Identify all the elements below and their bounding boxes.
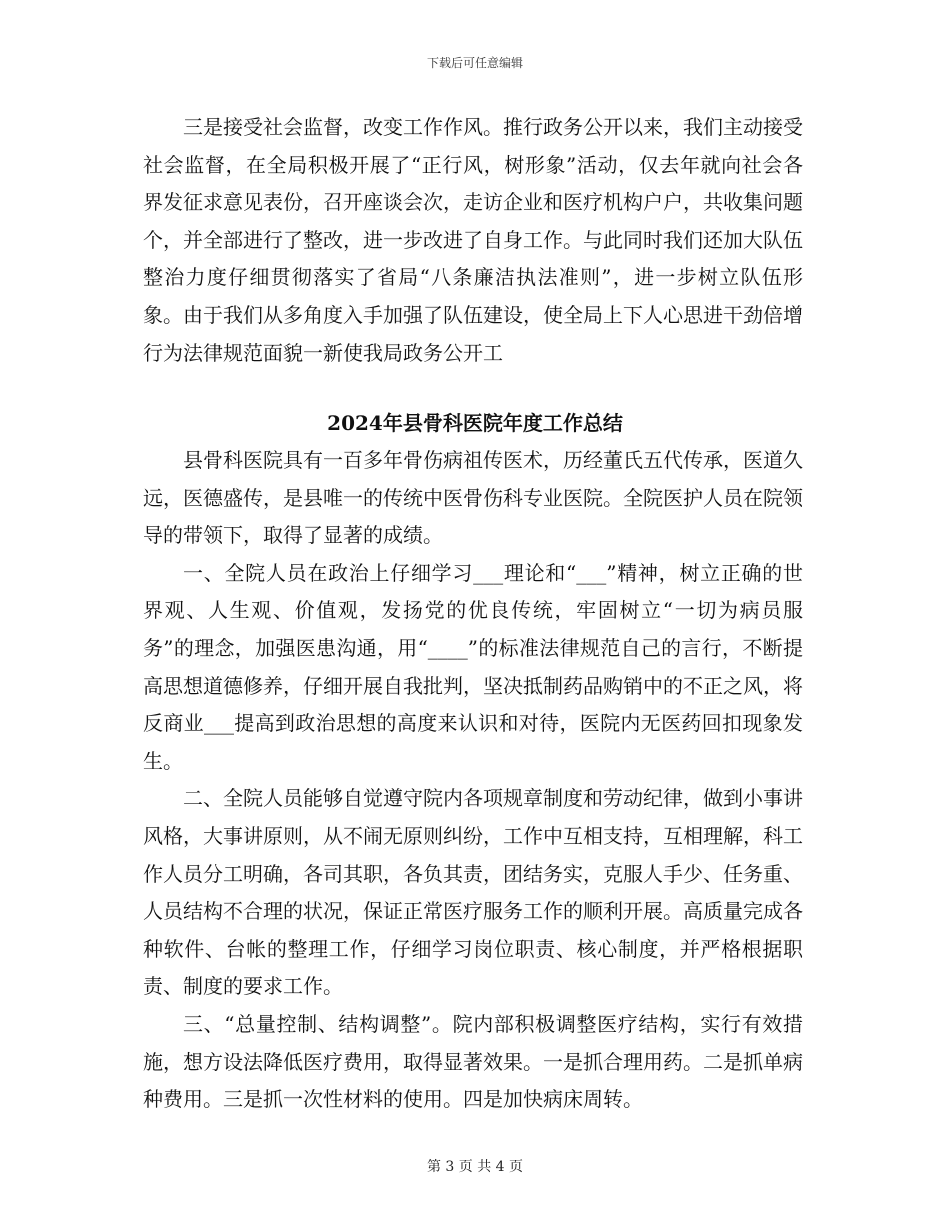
page-header-note: 下载后可任意编辑 bbox=[426, 56, 523, 70]
page-number: 第 3 页 共 4 页 bbox=[426, 1159, 524, 1175]
document-title: 2024年县骨科医院年度工作总结 bbox=[327, 411, 623, 435]
paragraph-point-one: 一、全院人员在政治上仔细学习___理论和“___”精神，树立正确的世界观、人生观、价值观，发扬党的优良传统，牢固树立“一切为病员服务”的理念，加强医患沟通，用“____”的标准法律规范自己的言行，不断提高思想道德修养，仔细开展自我批判，坚决抵制药品购销中的不正之风，将反商业___提高到政治思想的高度来认识和对待，医院内无医药回扣现象发生。 bbox=[143, 560, 803, 773]
paragraph-point-three: 三、“总量控制、结构调整”。院内部积极调整医疗结构，实行有效措施，想方设法降低医疗费用，取得显著效果。一是抓合理用药。二是抓单病种费用。三是抓一次性材料的使用。四是加快病床周转。 bbox=[143, 1011, 803, 1112]
paragraph: 三是接受社会监督，改变工作作风。推行政务公开以来，我们主动接受社会监督，在全局积极开展了“正行风，树形象”活动，仅去年就向社会各界发征求意见表份，召开座谈会次，走访企业和医疗机构户户，共收集问题个，并全部进行了整改，进一步改进了自身工作。与此同时我们还加大队伍整治力度仔细贯彻落实了省局“八条廉洁执法准则”，进一步树立队伍形象。由于我们从多角度入手加强了队伍建设，使全局上下人心思进干劲倍增行为法律规范面貌一新使我局政务公开工 bbox=[143, 115, 803, 365]
paragraph-point-two: 二、全院人员能够自觉遵守院内各项规章制度和劳动纪律，做到小事讲风格，大事讲原则，从不闹无原则纠纷，工作中互相支持，互相理解，科工作人员分工明确，各司其职，各负其责，团结务实，克服人手少、任务重、人员结构不合理的状况，保证正常医疗服务工作的顺利开展。高质量完成各种软件、台帐的整理工作，仔细学习岗位职责、核心制度，并严格根据职责、制度的要求工作。 bbox=[143, 786, 803, 999]
top-text-block bbox=[143, 109, 803, 372]
paragraph-intro: 县骨科医院具有一百多年骨伤病祖传医术，历经董氏五代传承，医道久远，医德盛传，是县唯一的传统中医骨伤科专业医院。全院医护人员在院领导的带领下，取得了显著的成绩。 bbox=[143, 448, 803, 548]
main-text-block bbox=[143, 442, 803, 1119]
